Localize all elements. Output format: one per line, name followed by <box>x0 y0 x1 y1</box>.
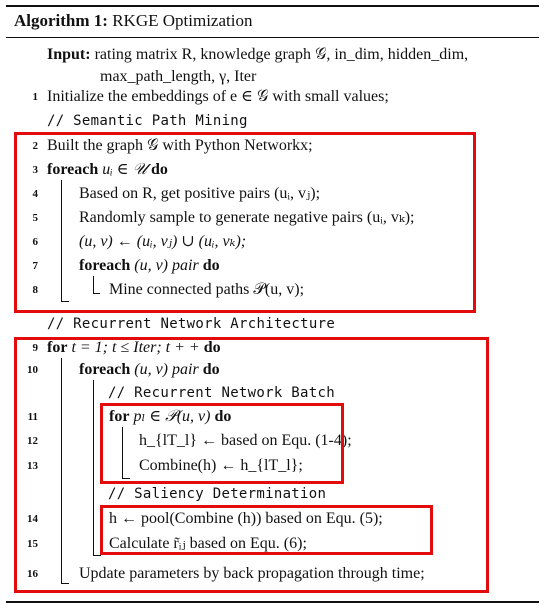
line-number: 11 <box>27 411 38 423</box>
comment-recurrent-network-architecture <box>0 312 545 336</box>
top-rule <box>6 5 539 7</box>
loop-expression: (u, v) pair <box>134 361 199 378</box>
line-number: 16 <box>27 568 38 580</box>
keyword-for: for <box>47 339 68 356</box>
input-label: Input: <box>47 46 91 63</box>
line-text: h ← pool(Combine (h)) based on Equ. (5); <box>109 510 383 527</box>
input-block <box>47 44 468 88</box>
highlight-box-recurrent-batch <box>100 403 344 484</box>
line-number: 12 <box>27 435 38 447</box>
loop-expression: t = 1; t ≤ Iter; t + + <box>71 339 200 356</box>
line-text: Combine(h) ← h_{lT_l}; <box>139 457 303 474</box>
line-text: Mine connected paths 𝒫(u, v); <box>109 281 305 298</box>
keyword-for: for <box>109 408 130 425</box>
comment-text: // Semantic Path Mining <box>47 113 248 129</box>
line-text: Based on R, get positive pairs (uᵢ, vⱼ); <box>79 185 321 202</box>
algorithm-number: Algorithm 1: <box>14 11 108 30</box>
line-number: 2 <box>32 140 38 152</box>
line-number: 9 <box>32 342 38 354</box>
line-number: 15 <box>27 538 38 550</box>
line-text: (u, v) ← (uᵢ, vⱼ) ∪ (uᵢ, vₖ); <box>79 233 247 250</box>
algorithm-name: RKGE Optimization <box>112 11 253 30</box>
input-line-2: max_path_length, γ, Iter <box>100 68 257 85</box>
comment-text: // Saliency Determination <box>108 486 327 502</box>
line-text: Update parameters by back propagation through time; <box>79 565 425 582</box>
line-text: Randomly sample to generate negative pairs (uᵢ, vₖ); <box>79 209 415 226</box>
keyword-do: do <box>203 339 221 356</box>
input-line-1: rating matrix R, knowledge graph 𝒢, in_dim, hidden_dim, <box>94 46 469 63</box>
line-number: 6 <box>32 236 38 248</box>
bottom-rule <box>6 601 539 603</box>
keyword-foreach: foreach <box>79 257 131 274</box>
loop-expression: uᵢ ∈ 𝒰 <box>102 161 148 178</box>
keyword-do: do <box>202 361 220 378</box>
loop-expression: (u, v) pair <box>134 257 199 274</box>
line-number: 8 <box>32 284 38 296</box>
line-text: Built the graph 𝒢 with Python Networkx; <box>47 137 313 154</box>
line-number: 4 <box>32 188 38 200</box>
comment-semantic-path-mining <box>0 109 545 133</box>
line-text: Calculate r̃ᵢⱼ based on Equ. (6); <box>109 535 307 552</box>
highlight-box-saliency <box>100 505 433 555</box>
algorithm-title <box>14 11 252 31</box>
line-number: 14 <box>27 513 38 525</box>
line-number: 5 <box>32 212 38 224</box>
keyword-do: do <box>202 257 220 274</box>
comment-text: // Recurrent Network Batch <box>108 385 335 401</box>
line-number: 1 <box>32 91 38 103</box>
keyword-foreach: foreach <box>79 361 131 378</box>
title-rule <box>6 37 539 38</box>
line-number: 3 <box>32 164 38 176</box>
keyword-foreach: foreach <box>47 161 99 178</box>
keyword-do: do <box>214 408 232 425</box>
line-text: h_{lT_l} ← based on Equ. (1-4); <box>139 432 352 449</box>
line-number: 7 <box>32 260 38 272</box>
highlight-box-semantic-path-mining <box>14 132 476 313</box>
loop-expression: pₗ ∈ 𝒫(u, v) <box>133 408 211 425</box>
line-number: 10 <box>27 364 38 376</box>
line-text: Initialize the embeddings of e ∈ 𝒢 with small values; <box>47 88 389 105</box>
line-number: 13 <box>27 460 38 472</box>
comment-text: // Recurrent Network Architecture <box>47 316 336 332</box>
line-1 <box>0 85 545 109</box>
keyword-do: do <box>151 161 168 178</box>
